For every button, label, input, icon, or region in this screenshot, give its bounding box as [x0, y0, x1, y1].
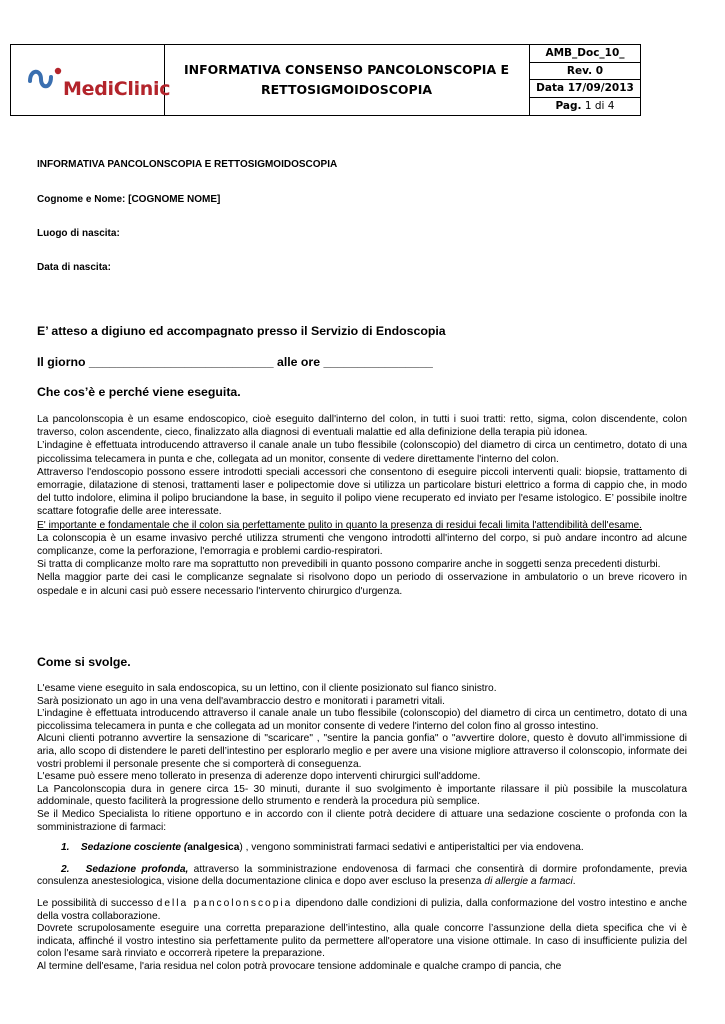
success-text-b: della pancolonscopia	[156, 897, 293, 909]
doc-page	[530, 98, 640, 116]
item-text: attraverso la somministrazione endovenosa di farmaci che consentirà di dormire profondamente, previa consulenza anestesiologica, visione della documentazione clinica e dopo aver escluso la presenza	[37, 863, 687, 888]
item-end: .	[572, 876, 576, 888]
what-paragraph: L’indagine è effettuata introducendo attraverso il canale anale un tubo flessibile (colonscopio) del diametro di circa un centimetro, dotato di una piccolissima telecamera in punta e che, collegata ad un monitor, consente di vedere direttamente l'interno del colon.	[37, 440, 687, 465]
title-line-2: RETTOSIGMOIDOSCOPIA	[260, 82, 433, 97]
logo-cell	[11, 45, 171, 115]
how-paragraph: L'esame può essere meno tollerato in presenza di aderenze dopo interventi chirurgici sull'addome.	[37, 771, 481, 783]
item-italic: di allergie a farmaci	[484, 876, 573, 888]
how-paragraph: Alcuni clienti potranno avvertire la sensazione di "scaricare" , "sentire la pancia gonfia" o "avvertire dolore, questo è dovuto all’immissione di aria, allo scopo di distendere le pareti dell’intestino per esplorarlo meglio e per avere una visione migliore attraverso il colonscopio, informate dei vostri problemi il personale presente che si comporterà di conseguenza.	[37, 733, 687, 770]
how-section	[37, 683, 687, 973]
success-text-a: Le possibilità di successo	[37, 897, 157, 909]
item-title: Sedazione profonda,	[85, 863, 189, 875]
logo-brand-text: MediClinic	[63, 78, 171, 100]
patient-name-line: Cognome e Nome: [COGNOME NOME]	[37, 194, 221, 205]
item-title: Sedazione cosciente (	[80, 842, 188, 854]
fasting-note: E’ atteso a digiuno ed accompagnato presso il Servizio di Endoscopia	[37, 324, 446, 338]
how-heading: Come si svolge.	[37, 655, 131, 669]
item-number: 1.	[61, 842, 70, 854]
what-section	[37, 413, 687, 598]
what-paragraph: La pancolonscopia è un esame endoscopico, cioè eseguito dall'interno del colon, in tutti i suoi tratti: retto, sigma, colon discendente, colon traverso, colon ascendente, cieco, finalizzato alla diagnosi di eventuali malattie ed alla definizione della terapia più idonea.	[37, 414, 687, 439]
page-label: Pag.	[555, 99, 582, 112]
item-text: ) , vengono somministrati farmaci sedativi e antiperistaltici per via endovena.	[239, 842, 584, 854]
doc-date: Data 17/09/2013	[530, 80, 640, 98]
how-paragraph: L’indagine è effettuata introducendo attraverso il canale anale un tubo flessibile (colonscopio) del diametro di circa un centimetro, dotato di una piccolissima telecamera in punta e che collegata ad un monitor consente di vedere l'interno del colon fino al grosso intestino.	[37, 708, 687, 732]
document-title	[164, 45, 530, 115]
birthdate-label: Data di nascita:	[37, 262, 111, 273]
how-paragraph: L'esame viene eseguito in sala endoscopica, su un lettino, con il cliente posizionato sul fianco sinistro.	[37, 683, 497, 694]
how-paragraph: Dovrete scrupolosamente eseguire una corretta preparazione dell’intestino, alla quale concorre l’assunzione della dieta specifica che vi è indicata, affinché il vostro intestino sia perfettamente pulito da permettere all'operatore una visione ottimale. In caso di insufficiente pulizia del colon l'esame sarà rinviato e occorrerà ripetere la preparazione.	[37, 923, 687, 960]
sedation-item-1	[37, 842, 687, 855]
page-value: 1 di 4	[584, 99, 615, 112]
item-title-2: analgesica	[187, 842, 240, 854]
what-heading: Che cos’è e perché viene eseguita.	[37, 385, 241, 399]
title-line-1: INFORMATIVA CONSENSO PANCOLONSCOPIA E	[183, 62, 510, 77]
how-paragraph: Sarà posizionato un ago in una vena dell'avambraccio destro e monitorati i parametri vitali.	[37, 695, 445, 707]
what-paragraph: Si tratta di complicanze molto rare ma soprattutto non prevedibili in quanto possono comparire anche in soggetti senza precedenti disturbi.	[37, 559, 661, 571]
success-paragraph	[37, 898, 687, 923]
how-paragraph: La Pancolonscopia dura in genere circa 15- 30 minuti, durante il suo svolgimento è importante rilassare il più possibile la muscolatura addominale, questo faciliterà la progressione dello strumento e renderà la procedura più semplice.	[37, 783, 687, 808]
item-number: 2.	[61, 863, 70, 875]
what-paragraph: Nella maggior parte dei casi le complicanze segnalate si risolvono dopo un periodo di osservazione in ambulatorio o un breve ricovero in ospedale e in alcuni casi può essere necessario l'intervento chirurgico d'urgenza.	[37, 572, 687, 597]
section-title: INFORMATIVA PANCOLONSCOPIA E RETTOSIGMOIDOSCOPIA	[37, 159, 338, 170]
birthplace-label: Luogo di nascita:	[37, 228, 120, 239]
document-meta	[530, 45, 640, 115]
how-paragraph: Se il Medico Specialista lo ritiene opportuno e in accordo con il cliente potrà decidere di attuare una sedazione cosciente o profonda con la somministrazione di farmaci:	[37, 808, 687, 833]
mediclinic-logo-icon	[27, 61, 67, 95]
appointment-line: Il giorno ___________________________ alle ore ________________	[37, 355, 433, 369]
document-header	[10, 44, 641, 116]
important-note: E' importante e fondamentale che il colon sia perfettamente pulito in quanto la presenza di residui fecali limita l'attendibilità dell'esame.	[37, 519, 642, 531]
success-text-c: dipendono dalle condizioni di pulizia, dalla conformazione del vostro intestino e anche della vostra collaborazione.	[37, 897, 687, 922]
what-paragraph: Attraverso l'endoscopio possono essere introdotti speciali accessori che consentono di eseguire piccoli interventi quali: biopsie, trattamento di emorragie, dilatazione di stenosi, trattamenti laser e polipectomie dove si utilizza un particolare bisturi elettrico a forma di cappio che, in modo del tutto indolore, elimina il polipo bruciandone la base, in seguito il polipo viene recuperato ed inviato per l'esame istologico. E’ possibile inoltre scattare fotografie delle aree interessate.	[37, 466, 687, 518]
doc-revision: Rev. 0	[530, 63, 640, 81]
what-paragraph: La colonscopia è un esame invasivo perché utilizza strumenti che vengono introdotti all'interno del corpo, si può andare incontro ad alcune complicanze, come la perforazione, l'emorragia e problemi cardio-respiratori.	[37, 532, 687, 558]
how-paragraph: Al termine dell'esame, l'aria residua nel colon potrà provocare tensione addominale e qualche crampo di pancia, che	[37, 960, 562, 972]
sedation-item-2	[37, 864, 687, 889]
doc-code: AMB_Doc_10_	[530, 45, 640, 63]
